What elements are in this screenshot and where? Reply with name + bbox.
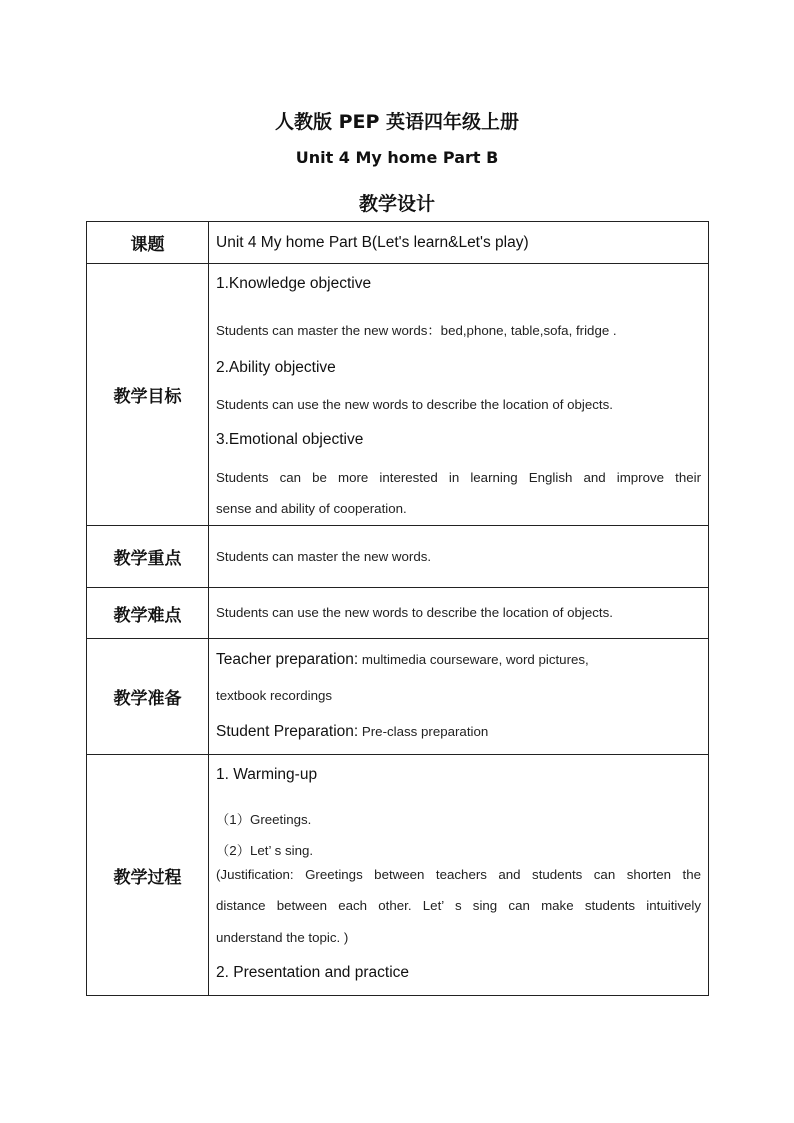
process-item-sing: （2）Let’ s sing. <box>216 843 314 858</box>
objective-emotional-text-line2: sense and ability of cooperation. <box>216 501 407 516</box>
process-presentation-heading: 2. Presentation and practice <box>216 964 410 981</box>
doc-title: 人教版 PEP 英语四年级上册 <box>274 111 520 133</box>
label-process: 教学过程 <box>87 755 209 996</box>
cell-topic <box>209 222 709 264</box>
objective-knowledge-heading: 1.Knowledge objective <box>216 275 372 292</box>
objective-emotional-text-line1: Students can be more interested in learning English and improve their <box>216 470 701 485</box>
row-objectives <box>87 264 709 526</box>
teacher-preparation-value: multimedia courseware, word pictures, <box>358 652 589 667</box>
key-points-text: Students can master the new words. <box>216 548 432 564</box>
label-objectives: 教学目标 <box>87 264 209 526</box>
teacher-preparation-value-line2: textbook recordings <box>216 688 333 703</box>
process-justification-line2: distance between each other. Let’ s sing can make students intuitively <box>216 898 701 913</box>
row-process <box>87 755 709 996</box>
label-topic: 课题 <box>87 222 209 264</box>
cell-preparation <box>209 639 709 755</box>
label-preparation: 教学准备 <box>87 639 209 755</box>
process-justification-line3: understand the topic. ) <box>216 930 349 945</box>
label-difficult-points: 教学难点 <box>87 588 209 639</box>
objective-ability-heading: 2.Ability objective <box>216 359 336 376</box>
row-key-points <box>87 526 709 588</box>
row-preparation <box>87 639 709 755</box>
student-preparation-value: Pre-class preparation <box>358 724 489 739</box>
row-difficult-points <box>87 588 709 639</box>
doc-subtitle: Unit 4 My home Part B <box>295 148 499 167</box>
difficult-points-text: Students can use the new words to describe the location of objects. <box>216 605 613 620</box>
label-key-points: 教学重点 <box>87 526 209 588</box>
teacher-preparation-line <box>216 651 701 669</box>
student-preparation-line <box>216 723 701 741</box>
cell-process <box>209 755 709 996</box>
cell-objectives <box>209 264 709 526</box>
doc-type: 教学设计 <box>358 193 435 215</box>
process-item-greetings: （1）Greetings. <box>216 812 312 827</box>
row-topic <box>87 222 709 264</box>
objective-knowledge-text: Students can master the new words：bed,phone, table,sofa, fridge . <box>216 323 617 338</box>
process-warmup-heading: 1. Warming-up <box>216 766 318 783</box>
teacher-preparation-label: Teacher preparation: <box>216 651 359 668</box>
cell-key-points <box>209 526 709 588</box>
lesson-plan-table <box>86 221 709 996</box>
objective-ability-text: Students can use the new words to describe the location of objects. <box>216 397 613 412</box>
cell-difficult-points <box>209 588 709 639</box>
process-justification-line1: (Justification: Greetings between teachers and students can shorten the <box>216 867 701 882</box>
topic-value: Unit 4 My home Part B(Let's learn&Let's play) <box>216 233 529 251</box>
objective-emotional-heading: 3.Emotional objective <box>216 431 364 448</box>
student-preparation-label: Student Preparation: <box>216 723 359 740</box>
